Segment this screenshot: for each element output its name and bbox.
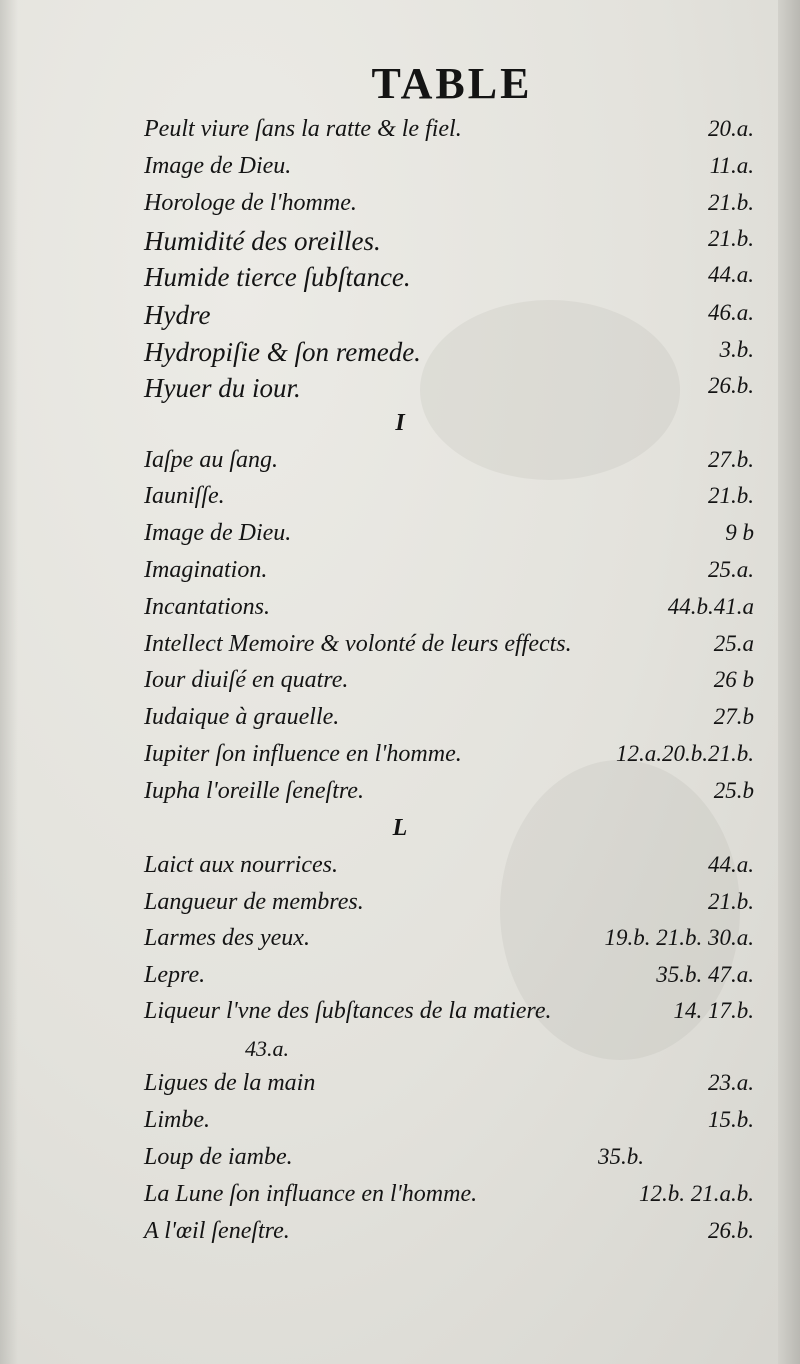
entry-ref: 14. 17.b.: [673, 998, 754, 1023]
entry-label: Lepre.: [144, 962, 206, 988]
section-letter-l: L: [392, 815, 408, 841]
entry-ref: 21.b.: [708, 483, 754, 508]
page-title: TABLE: [371, 59, 533, 108]
entry-label: Image de Dieu.: [144, 153, 292, 179]
entry-ref: 44.a.: [708, 262, 754, 287]
index-entry: [144, 631, 754, 665]
entry-label: Iauniſſe.: [144, 483, 225, 509]
entry-ref: 35.b.: [598, 1144, 644, 1169]
index-entry: [144, 1218, 754, 1252]
entry-label: Hyuer du iour.: [144, 373, 301, 403]
entry-ref: 19.b. 21.b. 30.a.: [604, 925, 754, 950]
entry-ref: 25.a: [713, 631, 754, 656]
entry-ref: 26.b.: [708, 373, 754, 398]
index-entry: [144, 557, 754, 591]
index-entry: [144, 925, 754, 959]
entry-label: Laict aux nourrices.: [144, 852, 338, 878]
entry-ref: 26 b: [713, 667, 754, 692]
entry-ref: 27.b: [713, 704, 754, 729]
index-entry: [144, 447, 754, 481]
entry-label: Humidité des oreilles.: [144, 226, 381, 256]
index-entry: [144, 153, 754, 187]
index-entry: [144, 741, 754, 775]
entry-label: Langueur de membres.: [144, 889, 364, 915]
index-entry: [144, 1144, 754, 1178]
index-entry: [144, 704, 754, 738]
entry-ref: 27.b.: [708, 447, 754, 472]
entry-label: Hydropiſie & ſon remede.: [144, 337, 421, 367]
index-entry: [144, 594, 754, 628]
index-entry: [144, 483, 754, 517]
entry-ref: 3.b.: [719, 337, 754, 362]
index-entry: [144, 998, 754, 1032]
entry-label: Hydre: [144, 300, 211, 330]
section-letter-i: I: [395, 410, 405, 436]
entry-ref: 35.b. 47.a.: [656, 962, 754, 987]
entry-label: Humide tierce ſubſtance.: [144, 262, 411, 292]
index-entry: [144, 778, 754, 812]
entry-ref: 46.a.: [708, 300, 754, 325]
entry-label: Ligues de la main: [144, 1070, 316, 1096]
index-entry: [144, 1181, 754, 1215]
entry-label: Liqueur l'vne des ſubſtances de la matiere.: [144, 998, 552, 1024]
entry-continuation: 43.a.: [245, 1036, 289, 1061]
index-entry: [144, 190, 754, 224]
entry-label: Image de Dieu.: [144, 520, 292, 546]
entry-label: La Lune ſon influance en l'homme.: [144, 1181, 478, 1207]
entry-label: Horologe de l'homme.: [144, 190, 357, 216]
index-entry: [144, 889, 754, 923]
entry-label: Iaſpe au ſang.: [144, 447, 278, 473]
entry-label: A l'œil ſeneſtre.: [144, 1218, 290, 1244]
entry-label: Loup de iambe.: [144, 1144, 293, 1170]
entry-label: Incantations.: [144, 594, 270, 620]
index-entry: [144, 373, 754, 407]
index-entry: [144, 667, 754, 701]
entry-ref: 15.b.: [708, 1107, 754, 1132]
index-entry: [144, 962, 754, 996]
entry-label: Iudaique à grauelle.: [144, 704, 340, 730]
entry-ref: 12.a.20.b.21.b.: [616, 741, 754, 766]
entry-ref: 9 b: [725, 520, 754, 545]
index-entry: [144, 226, 754, 260]
entry-ref: 23.a.: [708, 1070, 754, 1095]
entry-ref: 21.b.: [708, 190, 754, 215]
index-entry: [144, 337, 754, 371]
entry-ref: 26.b.: [708, 1218, 754, 1243]
index-entry: [144, 1107, 754, 1141]
entry-ref: 44.a.: [708, 852, 754, 877]
entry-ref: 44.b.41.a: [667, 594, 754, 619]
entry-label: Peult viure ſans la ratte & le fiel.: [144, 116, 462, 142]
index-entry: [144, 1070, 754, 1104]
index-entry: [144, 116, 754, 150]
entry-ref: 11.a.: [709, 153, 754, 178]
entry-ref: 21.b.: [708, 889, 754, 914]
entry-ref: 25.a.: [708, 557, 754, 582]
entry-label: Iupiter ſon influence en l'homme.: [144, 741, 462, 767]
index-entry: [144, 300, 754, 334]
entry-label: Iour diuiſé en quatre.: [144, 667, 349, 693]
index-entry: [144, 852, 754, 886]
entry-label: Intellect Memoire & volonté de leurs effects.: [144, 631, 572, 657]
entry-label: Iupha l'oreille ſeneſtre.: [144, 778, 364, 804]
entry-ref: 21.b.: [708, 226, 754, 251]
index-entry: [144, 520, 754, 554]
entry-ref: 25.b: [713, 778, 754, 803]
entry-ref: 12.b. 21.a.b.: [639, 1181, 754, 1206]
entry-label: Imagination.: [144, 557, 268, 583]
entry-label: Limbe.: [144, 1107, 210, 1133]
index-entry: [144, 262, 754, 296]
entry-ref: 20.a.: [708, 116, 754, 141]
entry-label: Larmes des yeux.: [144, 925, 310, 951]
